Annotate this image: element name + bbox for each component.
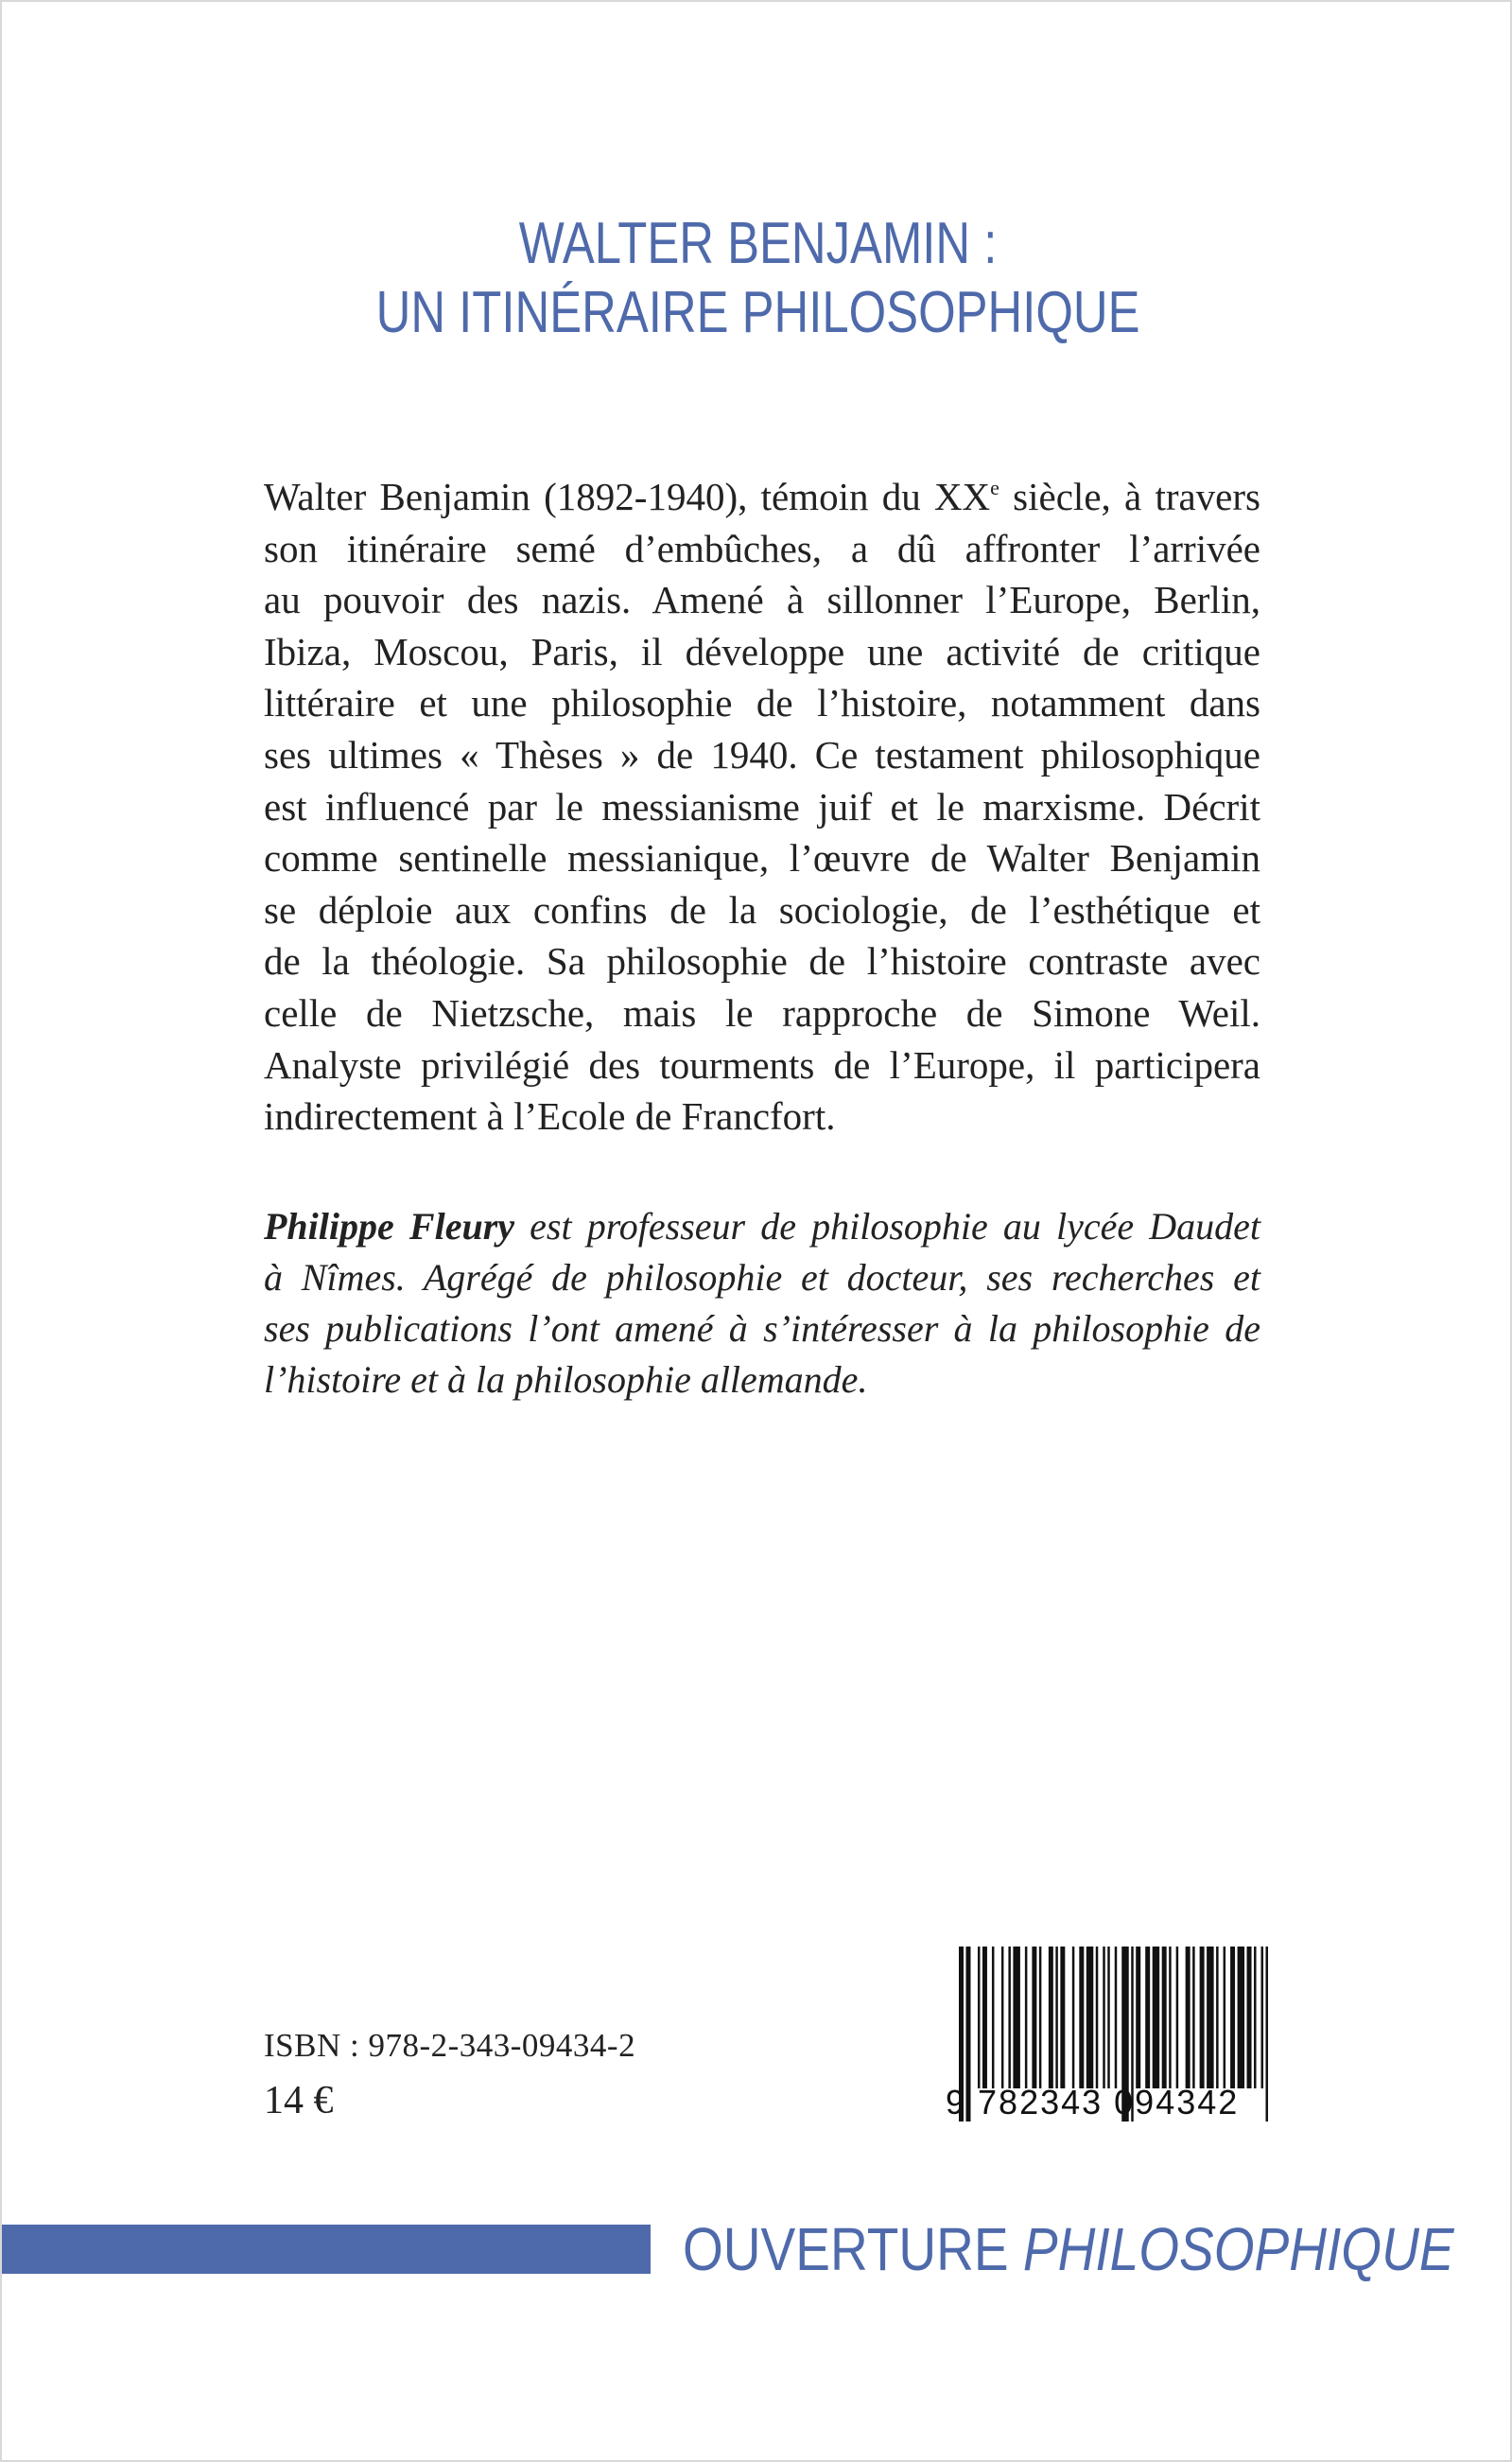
- barcode-bar: [1216, 1947, 1219, 2088]
- barcode-bar: [982, 1947, 987, 2088]
- barcode-bar: [1261, 1947, 1264, 2088]
- barcode-bar: [1079, 1947, 1084, 2088]
- bio-line: l’histoire et à la philosophie allemande.: [264, 1358, 868, 1401]
- barcode-bar: [1086, 1947, 1093, 2088]
- barcode-bar: [1107, 1947, 1110, 2088]
- summary-line: littéraire et une philosophie de l’histoire, notamment dans: [264, 681, 1260, 725]
- barcode-bar: [1039, 1947, 1042, 2088]
- book-title-line-2: UN ITINÉRAIRE PHILOSOPHIQUE: [375, 280, 1140, 345]
- barcode-bar: [992, 1947, 995, 2088]
- barcode-bar: [1060, 1947, 1065, 2088]
- barcode-bar: [1145, 1947, 1150, 2088]
- barcode-bar: [1176, 1947, 1179, 2088]
- barcode-bar: [1115, 1947, 1118, 2088]
- summary-line: son itinéraire semé d’embûches, a dû affronter l’arrivée: [264, 526, 1260, 570]
- barcode-bar: [1247, 1947, 1252, 2088]
- isbn-number: ISBN : 978-2-343-09434-2: [264, 2027, 636, 2064]
- summary-line: [264, 471, 1260, 523]
- barcode-bar: [1096, 1947, 1099, 2088]
- summary-line-1-end: siècle, à travers: [999, 475, 1260, 518]
- barcode-bar: [1186, 1947, 1190, 2088]
- summary-line: celle de Nietzsche, mais le rapproche de Simone Weil.: [264, 990, 1260, 1035]
- summary-line: comme sentinelle messianique, l’œuvre de Walter Benjamin: [264, 836, 1260, 881]
- barcode-bar: [1013, 1947, 1019, 2088]
- barcode-bar: [1153, 1947, 1159, 2088]
- barcode-bar: [1055, 1947, 1058, 2088]
- author-bio: [264, 1201, 1260, 1406]
- barcode-bar: [1192, 1947, 1195, 2088]
- bio-line: ses publications l’ont amené à s’intéresser à la philosophie de: [264, 1307, 1260, 1350]
- bio-line: [264, 1201, 1260, 1252]
- barcode-bar: [1162, 1947, 1167, 2088]
- summary-line: se déploie aux confins de la sociologie, de l’esthétique et: [264, 887, 1260, 932]
- barcode-bar: [1072, 1947, 1075, 2088]
- barcode-bar: [1200, 1947, 1205, 2088]
- barcode-bar: [1238, 1947, 1244, 2088]
- summary-line: est influencé par le messianisme juif et le marxisme. Décrit: [264, 784, 1260, 829]
- century-superscript: e: [990, 476, 999, 499]
- summary-line: indirectement à l’Ecole de Francfort.: [264, 1094, 836, 1139]
- summary-line-1-start: Walter Benjamin (1892-1940), témoin du: [264, 475, 934, 518]
- summary-paragraph: [264, 471, 1260, 1143]
- bio-line: à Nîmes. Agrégé de philosophie et docteur, ses recherches et: [264, 1256, 1260, 1299]
- summary-line: Analyste privilégié des tourments de l’Europe, il participera: [264, 1042, 1260, 1087]
- summary-line: au pouvoir des nazis. Amené à sillonner l’Europe, Berlin,: [264, 578, 1260, 622]
- barcode-bar: [1001, 1947, 1004, 2088]
- price: 14 €: [264, 2079, 334, 2122]
- barcode-bar: [1032, 1947, 1036, 2088]
- series-name-part-1: OUVERTURE: [683, 2215, 1023, 2283]
- summary-line: de la théologie. Sa philosophie de l’histoire contraste avec: [264, 939, 1260, 984]
- barcode-bar: [1230, 1947, 1235, 2088]
- barcode-bar: [1136, 1947, 1140, 2088]
- barcode-bar: [978, 1947, 981, 2088]
- book-title-line-1: WALTER BENJAMIN :: [518, 211, 998, 276]
- series-name: [683, 2215, 1454, 2283]
- summary-line: Ibiza, Moscou, Paris, il développe une activité de critique: [264, 629, 1260, 673]
- barcode-bar: [1008, 1947, 1011, 2088]
- barcode-bar: [1169, 1947, 1172, 2088]
- barcode-bar: [1207, 1947, 1213, 2088]
- barcode-bar: [1254, 1947, 1257, 2088]
- century-numeral: XX: [933, 475, 991, 518]
- bio-line-1-end: est professeur de philosophie au lycée Daudet: [514, 1205, 1260, 1248]
- barcode-bar: [1103, 1947, 1105, 2088]
- series-name-part-2: PHILOSOPHIQUE: [1022, 2215, 1454, 2283]
- barcode-bar: [1049, 1947, 1053, 2088]
- barcode-bar: [1025, 1947, 1028, 2088]
- barcode-digits: 9 782343 094342: [946, 2083, 1240, 2122]
- series-accent-bar: [2, 2225, 651, 2274]
- author-name: Philippe Fleury: [264, 1205, 515, 1248]
- summary-line: ses ultimes « Thèses » de 1940. Ce testament philosophique: [264, 732, 1260, 777]
- barcode-bar: [1224, 1947, 1226, 2088]
